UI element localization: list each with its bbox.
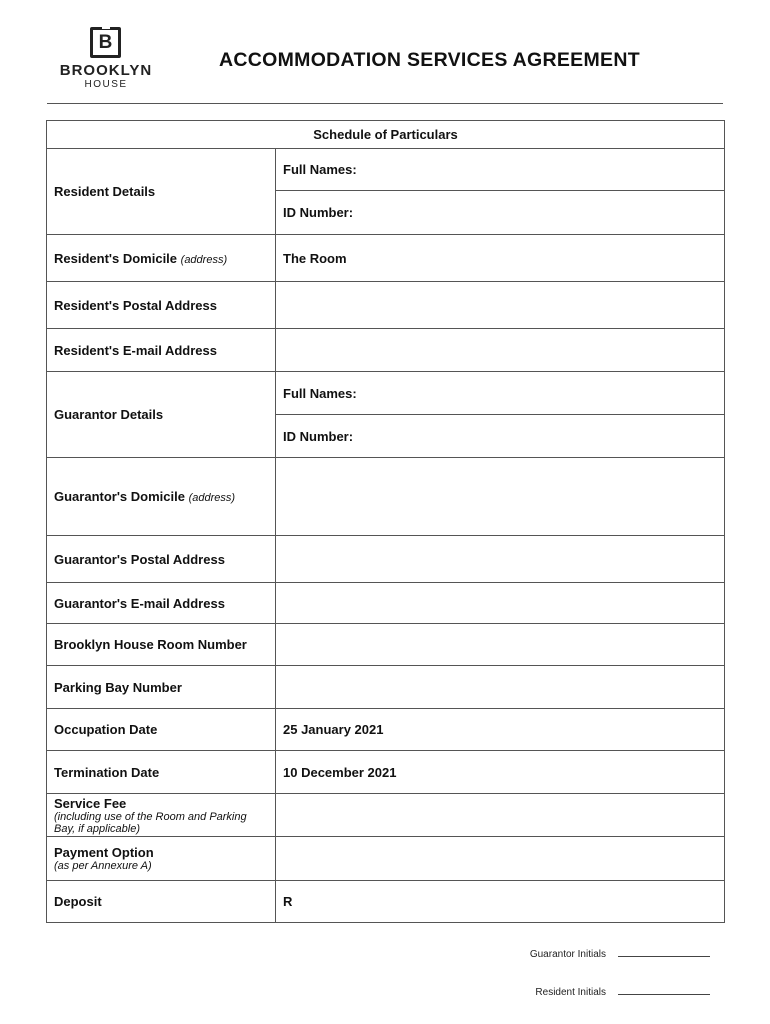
guarantor-postal-row (47, 536, 725, 583)
termination-date-row (47, 751, 725, 794)
guarantor-full-names-field[interactable]: Full Names: (276, 372, 725, 415)
schedule-title-row (47, 121, 725, 149)
parking-bay-row (47, 666, 725, 709)
schedule-title: Schedule of Particulars (47, 121, 725, 149)
resident-domicile-label (47, 235, 276, 282)
resident-email-label: Resident's E-mail Address (47, 329, 276, 372)
resident-initials-line[interactable] (618, 987, 710, 995)
guarantor-domicile-row (47, 458, 725, 536)
resident-postal-row (47, 282, 725, 329)
termination-date-value[interactable]: 10 December 2021 (276, 751, 725, 794)
room-number-row (47, 624, 725, 666)
service-fee-label (47, 794, 276, 837)
guarantor-initials-label: Guarantor Initials (529, 949, 606, 960)
guarantor-email-label: Guarantor's E-mail Address (47, 583, 276, 624)
room-number-value[interactable] (276, 624, 725, 666)
resident-full-names-field[interactable]: Full Names: (276, 149, 725, 191)
logo-subtitle: HOUSE (84, 79, 128, 90)
guarantor-domicile-label-text: Guarantor's Domicile (54, 489, 185, 504)
guarantor-domicile-label (47, 458, 276, 536)
guarantor-initials (480, 949, 710, 960)
occupation-date-value[interactable]: 25 January 2021 (276, 709, 725, 751)
service-fee-value[interactable] (276, 794, 725, 837)
resident-postal-label: Resident's Postal Address (47, 282, 276, 329)
resident-initials (480, 987, 710, 998)
guarantor-domicile-value[interactable] (276, 458, 725, 536)
resident-postal-value[interactable] (276, 282, 725, 329)
resident-email-row (47, 329, 725, 372)
payment-option-label-text: Payment Option (54, 845, 154, 860)
logo-letter: B (98, 32, 113, 53)
resident-domicile-row (47, 235, 725, 282)
termination-date-label: Termination Date (47, 751, 276, 794)
resident-domicile-note: (address) (180, 253, 228, 266)
guarantor-details-row (47, 372, 725, 415)
occupation-date-label: Occupation Date (47, 709, 276, 751)
service-fee-note: (including use of the Room and Parking Bay, if applicable) (54, 810, 247, 835)
guarantor-initials-line[interactable] (618, 949, 710, 957)
guarantor-domicile-note: (address) (188, 492, 236, 504)
deposit-label: Deposit (47, 881, 276, 923)
guarantor-postal-value[interactable] (276, 536, 725, 583)
payment-option-row (47, 837, 725, 881)
parking-bay-label: Parking Bay Number (47, 666, 276, 709)
guarantor-email-value[interactable] (276, 583, 725, 624)
resident-email-value[interactable] (276, 329, 725, 372)
logo-mark (90, 27, 121, 58)
service-fee-row (47, 794, 725, 837)
guarantor-id-number-field[interactable]: ID Number: (276, 415, 725, 458)
resident-id-number-field[interactable]: ID Number: (276, 191, 725, 235)
parking-bay-value[interactable] (276, 666, 725, 709)
resident-details-label: Resident Details (47, 149, 276, 235)
brooklyn-house-logo (52, 27, 160, 89)
resident-domicile-label-text: Resident's Domicile (54, 250, 178, 266)
payment-option-note: (as per Annexure A) (54, 860, 152, 872)
payment-option-value[interactable] (276, 837, 725, 881)
service-fee-label-text: Service Fee (54, 795, 127, 811)
deposit-row (47, 881, 725, 923)
guarantor-email-row (47, 583, 725, 624)
occupation-date-row (47, 709, 725, 751)
guarantor-details-label: Guarantor Details (47, 372, 276, 458)
schedule-of-particulars-table (46, 120, 725, 923)
document-title: ACCOMMODATION SERVICES AGREEMENT (219, 49, 640, 71)
deposit-value[interactable]: R (276, 881, 725, 923)
logo-name: BROOKLYN (59, 62, 153, 79)
resident-details-row (47, 149, 725, 191)
resident-initials-label: Resident Initials (535, 987, 606, 998)
resident-domicile-value[interactable]: The Room (276, 235, 725, 282)
header-divider (47, 103, 723, 104)
payment-option-label (47, 837, 276, 881)
guarantor-postal-label: Guarantor's Postal Address (47, 536, 276, 583)
room-number-label: Brooklyn House Room Number (47, 624, 276, 666)
